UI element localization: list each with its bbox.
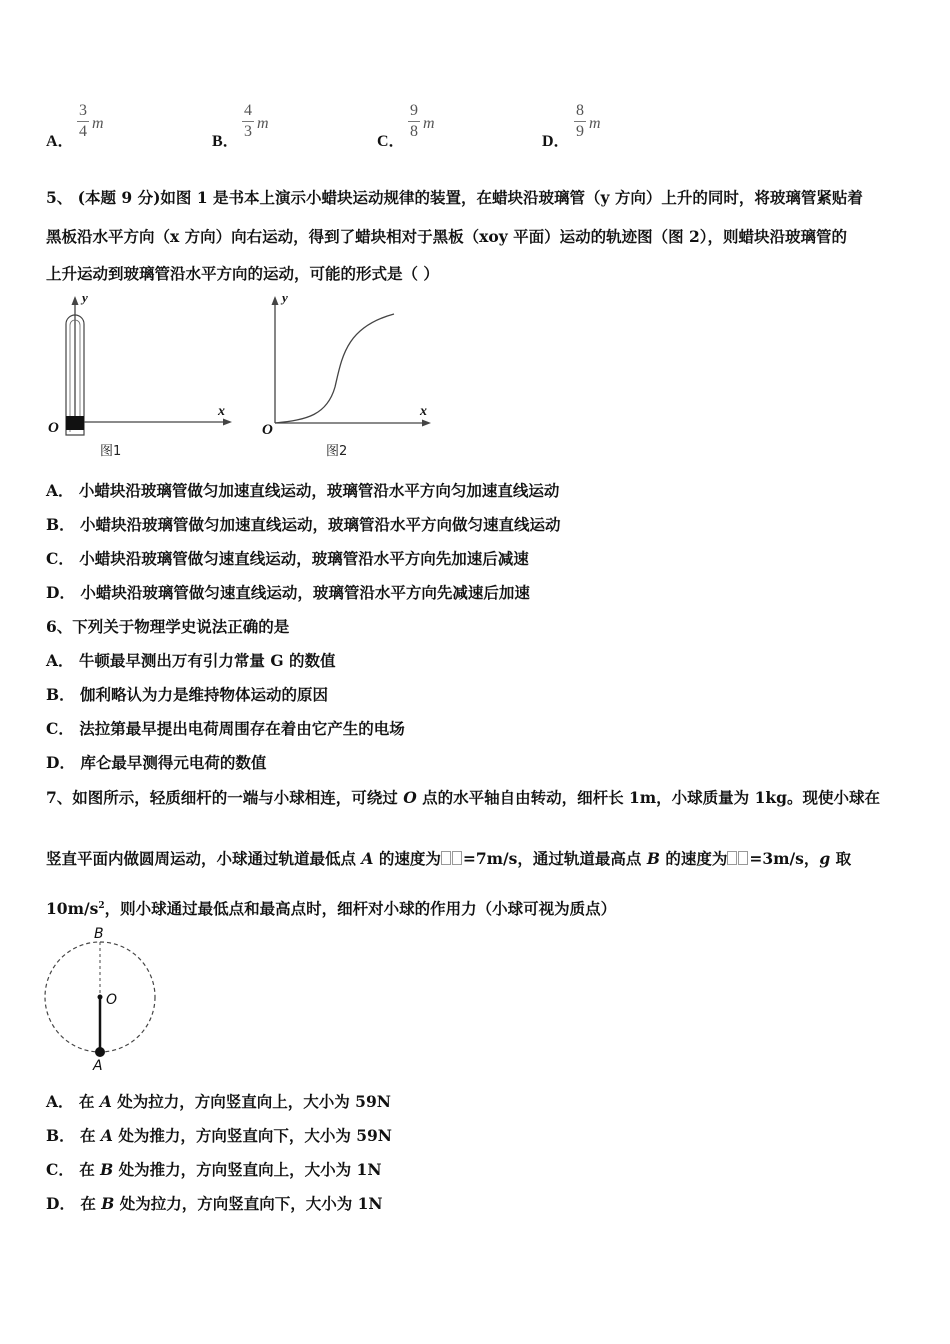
q5-fig2-caption: 图2 <box>326 444 348 459</box>
q4-option-a-fraction <box>77 103 89 140</box>
missing-glyph-icon <box>727 851 737 865</box>
q6-option-b: B． 伽利略认为力是维持物体运动的原因 <box>46 685 328 704</box>
q5-fig1-x-label: x <box>218 404 225 419</box>
q7-fig-point-a: A <box>93 1058 103 1074</box>
q4-option-c-fraction <box>408 103 420 140</box>
q6-option-a: A． 牛顿最早测出万有引力常量 G 的数值 <box>46 651 336 670</box>
q5-fig1-y-label: y <box>82 290 88 305</box>
q7-option-c: C． 在 B 处为推力，方向竖直向上，大小为 1N <box>46 1160 382 1179</box>
q5-stem-line-2: 黑板沿水平方向（x 方向）向右运动，得到了蜡块相对于黑板（xoy 平面）运动的轨迹图（图 2），则蜡块沿玻璃管的 <box>46 227 848 246</box>
q6-option-d: D． 库仑最早测得元电荷的数值 <box>46 753 267 772</box>
numerator: 8 <box>576 102 584 119</box>
denominator: 3 <box>244 123 252 140</box>
denominator: 9 <box>576 123 584 140</box>
missing-glyph-icon <box>452 851 462 865</box>
missing-glyph-icon <box>441 851 451 865</box>
numerator: 4 <box>244 102 252 119</box>
q7-fig-point-b: B <box>94 926 104 942</box>
unit: m <box>589 115 601 132</box>
denominator: 4 <box>79 123 87 140</box>
q5-fig1-caption: 图1 <box>100 444 122 459</box>
numerator: 3 <box>79 102 87 119</box>
q6-option-c: C． 法拉第最早提出电荷周围存在着由它产生的电场 <box>46 719 405 738</box>
q5-figure-2 <box>262 292 437 432</box>
missing-glyph-icon <box>738 851 748 865</box>
q5-fig2-y-label: y <box>282 290 288 305</box>
q7-option-a: A． 在 A 处为拉力，方向竖直向上，大小为 59N <box>46 1092 391 1111</box>
q4-option-a-label: A． <box>46 133 74 150</box>
q7-stem-line-2: 竖直平面内做圆周运动，小球通过轨道最低点 A 的速度为 =7m/s，通过轨道最高点 B 的速度为 =3m/s，g 取 <box>46 849 852 868</box>
q5-fig1-origin-label: O <box>48 420 59 436</box>
q5-option-a: A． 小蜡块沿玻璃管做匀加速直线运动，玻璃管沿水平方向匀加速直线运动 <box>46 481 560 500</box>
q7-option-d: D． 在 B 处为拉力，方向竖直向下，大小为 1N <box>46 1194 383 1213</box>
unit: m <box>92 115 104 132</box>
q5-stem-line-3: 上升运动到玻璃管沿水平方向的运动，可能的形式是（ ） <box>46 264 439 283</box>
q4-option-b-fraction <box>242 103 254 140</box>
q5-option-d: D． 小蜡块沿玻璃管做匀速直线运动，玻璃管沿水平方向先减速后加速 <box>46 583 530 602</box>
q4-option-d-label: D． <box>542 133 570 150</box>
q4-option-b-label: B． <box>212 133 239 150</box>
q7-fig-point-o: O <box>106 992 118 1008</box>
q7-circle-figure <box>40 938 162 1060</box>
q7-stem-line-1: 7、如图所示，轻质细杆的一端与小球相连，可绕过 O 点的水平轴自由转动，细杆长 1m，小球质量为 1kg。现使小球在 <box>46 788 880 807</box>
q5-stem-line-1: 5、 (本题 9 分)如图 1 是书本上演示小蜡块运动规律的装置，在蜡块沿玻璃管（y 方向）上升的同时，将玻璃管紧贴着 <box>46 188 863 207</box>
q4-option-d-fraction <box>574 103 586 140</box>
q7-option-b: B． 在 A 处为推力，方向竖直向下，大小为 59N <box>46 1126 392 1145</box>
q5-figure-1 <box>44 292 234 442</box>
q4-option-c-label: C． <box>377 133 405 150</box>
numerator: 9 <box>410 102 418 119</box>
denominator: 8 <box>410 123 418 140</box>
unit: m <box>257 115 269 132</box>
q6-stem: 6、下列关于物理学史说法正确的是 <box>46 617 290 636</box>
q7-stem-line-3: $10m/s^2$，则小球通过最低点和最高点时，细杆对小球的作用力（小球可视为质点） <box>46 899 617 918</box>
q5-option-c: C． 小蜡块沿玻璃管做匀速直线运动，玻璃管沿水平方向先加速后减速 <box>46 549 529 568</box>
q5-option-b: B． 小蜡块沿玻璃管做匀加速直线运动，玻璃管沿水平方向做匀速直线运动 <box>46 515 561 534</box>
unit: m <box>423 115 435 132</box>
q5-fig2-x-label: x <box>420 404 427 419</box>
q5-fig2-origin-label: O <box>262 422 273 438</box>
